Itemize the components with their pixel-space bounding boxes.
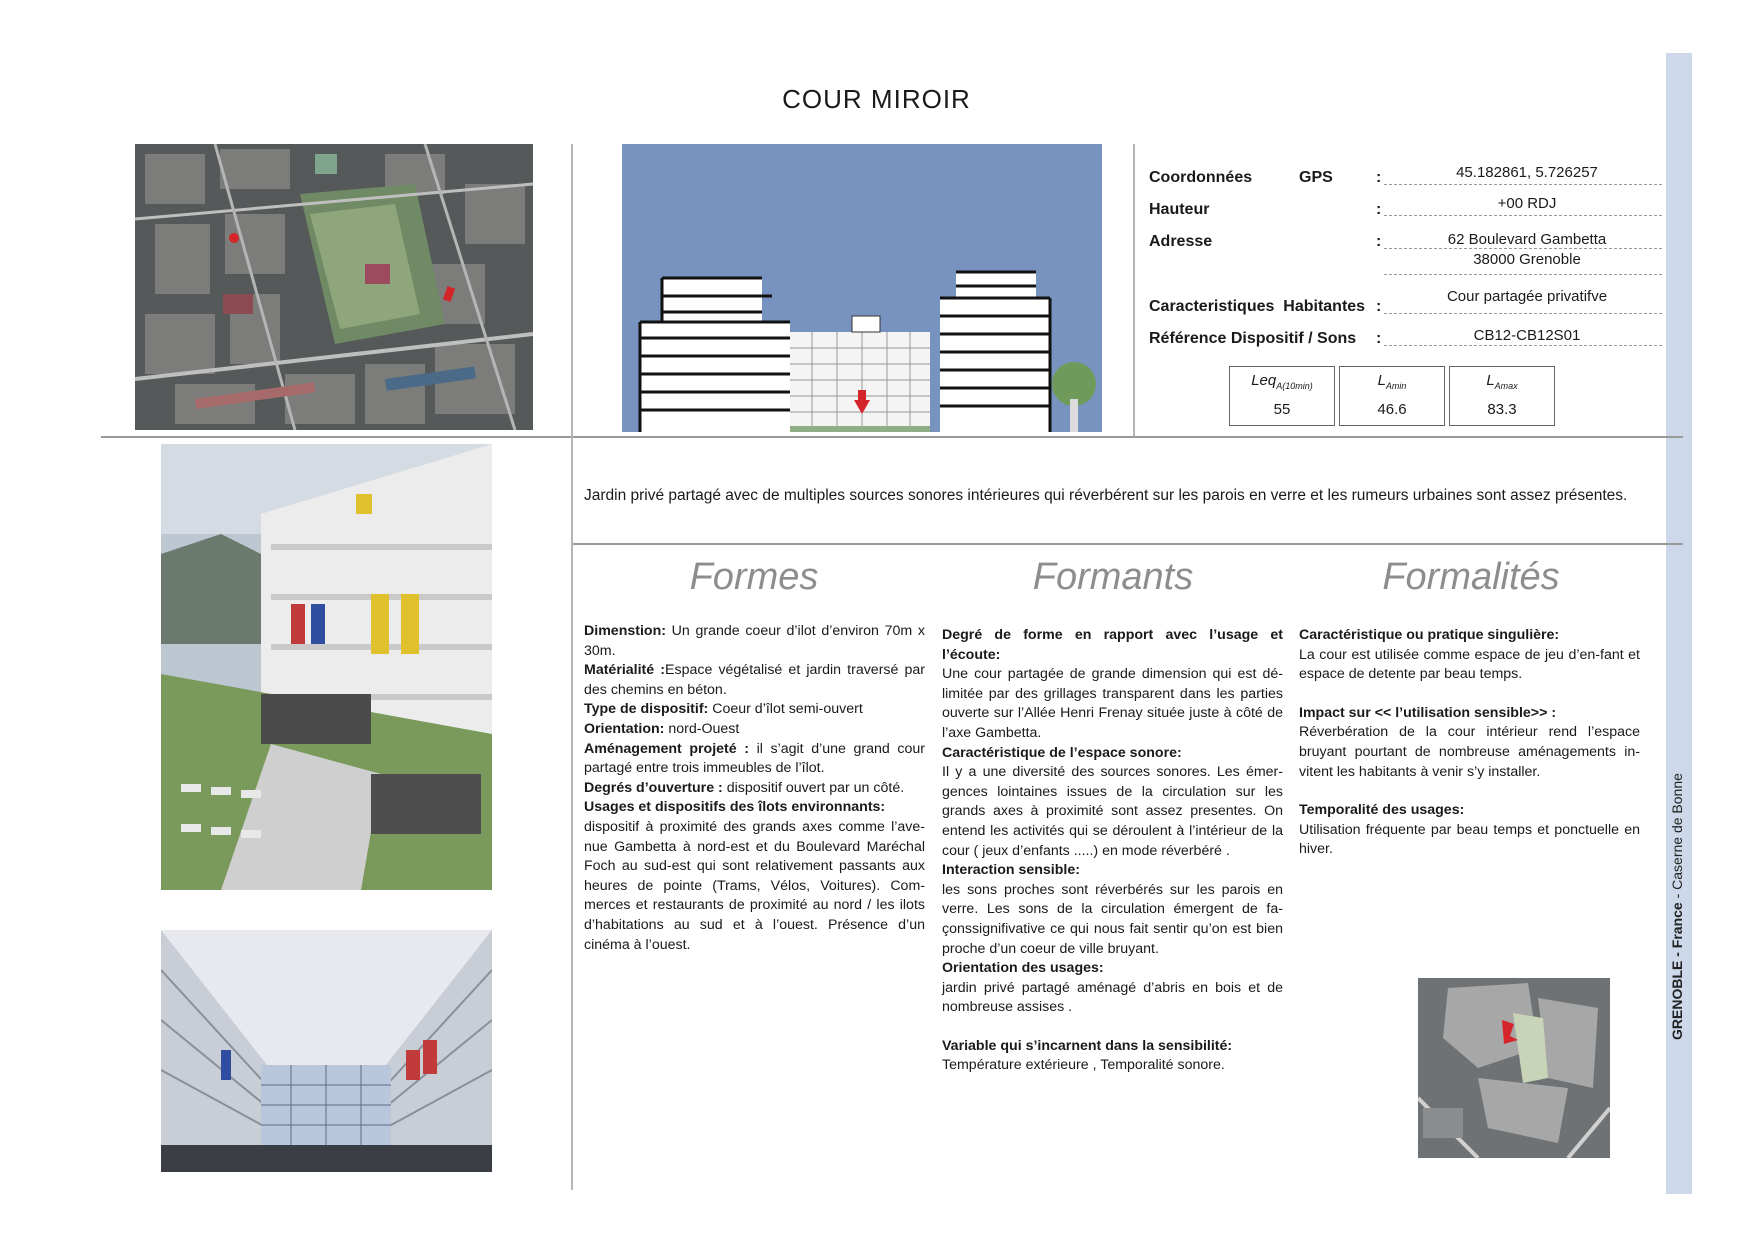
formalites-spacer-2 [1299,782,1640,801]
glass-facade-photo [161,930,492,1172]
dash-reference [1384,345,1662,346]
courtyard-photo-drawing [161,444,492,890]
section-drawing [622,144,1102,432]
measure-value-lamax: 83.3 [1487,401,1517,418]
colon-gps: : [1376,169,1382,186]
column-formalites [1299,626,1640,860]
formalites-temporalite-text: Utilisation fréquente par beau temps et ponctuelle en hiver. [1299,821,1640,858]
measure-header-lamin [1340,372,1444,391]
formalites-caract-label-text: Caractéristique ou pratique singulière: [1299,627,1560,643]
side-label-place: Caserne de Bonne [1669,773,1685,890]
adresse-line1: 62 Boulevard Gambetta [1447,231,1607,248]
side-label [1669,773,1685,1040]
measure-main-lamax: L [1486,372,1495,389]
reference-value: CB12-CB12S01 [1473,327,1581,344]
measure-sub-leq: A(10min) [1276,381,1313,391]
caracteristiques-label: Caracteristiques Habitantes [1149,298,1366,315]
formes-dimension [584,622,925,661]
formants-variable-text: Température extérieure , Temporalité sonore. [942,1057,1225,1074]
side-label-separator: - [1669,889,1685,903]
formalites-impact-label-text: Impact sur << l’utilisation sensible>> : [1299,704,1557,721]
measure-box-lamin [1339,366,1445,426]
measure-sub-lamin: Amin [1385,381,1407,391]
formes-type-label: Type de dispositif: [584,701,709,718]
formes-orientation [584,720,925,740]
formalites-caract-text: La cour est utilisée comme espace de jeu d’en-fant et espace de detente par beau temps. [1299,646,1640,683]
formants-interaction-text: les sons proches sont réverbérés sur les parois en verre. Les sons de la circulation émergent de fa-çonssignifivative ce qui nous fait sentir qu’on est bien proche d’un coeur de ville bruyant. [942,881,1283,957]
side-label-city: GRENOBLE - France [1669,902,1685,1040]
page-title: COUR MIROIR [782,84,971,114]
heading-formants: Formants [1032,556,1194,598]
colon-hauteur: : [1376,201,1382,218]
hauteur-label: Hauteur [1149,201,1210,218]
formants-interaction-label-text: Interaction sensible: [942,862,1080,879]
formes-degres-text: dispositif ouvert par un côté. [722,779,905,796]
section-drawing-image [622,144,1102,432]
formes-degres-label: Degrés d’ouverture : [584,779,723,796]
formalites-impact-label [1299,704,1640,724]
measure-header-leq [1230,372,1334,391]
aerial-map-image [135,144,533,430]
formalites-temporalite-label [1299,801,1640,821]
measure-main-leq: Leq [1251,372,1277,389]
formants-variable-label-text: Variable qui s’incarnent dans la sensibilité: [942,1037,1233,1054]
formes-usages [584,798,925,818]
dash-adresse-2 [1384,274,1662,275]
formants-orientation-label-text: Orientation des usages: [942,960,1104,977]
adresse-line2: 38000 Grenoble [1473,251,1581,268]
column-formants [942,626,1283,1076]
formalites-spacer-1 [1299,685,1640,704]
colon-adresse: : [1376,233,1382,250]
formes-amenagement [584,740,925,779]
gps-value: 45.182861, 5.726257 [1456,164,1598,181]
formes-usages-text: dispositif à proximité des grands axes comme l’ave-nue Gambetta à nord-est et du Boulevard Maréchal Foch au sud-est qui sont relativement passants aux heures de pointe (Trams, Vélos, Voitures). Com-merces et restaurants de proximité au nord / les ilots d’habitations au sud et à l’ouest. Présence d’un cinéma à l’ouest. [584,818,925,953]
formants-degre-text: Une cour partagée de grande dimension qui est dé-limitée par des grillages transparent dans les parties ouverte sur l’Allée Henri Frenay située juste à côté de l’axe Gambetta. [942,666,1283,741]
hauteur-value: +00 RDJ [1497,195,1557,212]
measure-main-lamin: L [1377,372,1386,389]
divider-vertical-right [1133,144,1135,436]
formes-dimension-label: Dimenstion: [584,623,666,639]
description-text: Jardin privé partagé avec de multiples sources sonores intérieures qui réverbérent sur les parois en verre et les rumeurs urbaines sont assez présentes. [584,487,1628,504]
adresse-label: Adresse [1149,233,1213,250]
formants-degre-label [942,626,1283,665]
dash-adresse [1384,248,1662,249]
site-plan-image [1418,978,1610,1158]
formalites-impact-text: Réverbération de la cour intérieur rend l’espace bruyant pourtant de nombreuse aménagements in-vitent les habitants à venir s’y installer. [1299,724,1640,780]
measure-box-lamax [1449,366,1555,426]
heading-formes: Formes [689,556,819,598]
heading-formalites: Formalités [1382,556,1560,598]
formes-dimension-text: Un grande coeur d’ilot d’environ 70m x 30m. [584,623,925,659]
glass-facade-drawing [161,930,492,1172]
formes-amenagement-text: il s’agit d’une grand cour partagé entre trois immeubles de l’îlot. [584,740,925,777]
dash-gps [1384,184,1662,185]
formes-orientation-text: nord-Ouest [664,720,740,737]
coordonnees-label: Coordonnées [1149,169,1253,186]
measure-value-leq: 55 [1273,401,1291,418]
colon-caracteristiques: : [1376,298,1382,315]
formants-variable-label [942,1037,1283,1057]
formes-usages-label: Usages et dispositifs des îlots environnants: [584,799,886,816]
caracteristiques-value: Cour partagée privatifve [1446,288,1608,305]
formalites-caract-label [1299,626,1640,646]
aerial-map-drawing [135,144,533,430]
formes-type [584,700,925,720]
formants-interaction-label [942,861,1283,881]
formants-caract-text: Il y a une diversité des sources sonores. Les émer-gences lointaines issues de la circulation sur les grands axes à proximité sont assez presentes. On entend les activités qui se déroulent à l’intérieur de la cour ( jeux d’enfants .....) en mode réverbéré . [942,764,1283,859]
measure-value-lamin: 46.6 [1377,401,1407,418]
formants-orientation-label [942,959,1283,979]
colon-reference: : [1376,330,1382,347]
formes-type-text: Coeur d’îlot semi-ouvert [708,701,863,718]
formants-orientation-text: jardin privé partagé aménagé d’abris en bois et de nombreuse assises . [942,979,1283,1016]
formants-caract-label [942,744,1283,764]
formalites-temporalite-label-text: Temporalité des usages: [1299,802,1465,819]
formes-amenagement-label: Aménagement projeté : [584,740,749,757]
site-plan-drawing [1418,978,1610,1158]
formants-caract-label-text: Caractéristique de l’espace sonore: [942,744,1182,761]
formes-materialite-label: Matérialité : [584,662,666,679]
formes-degres [584,779,925,799]
gps-label: GPS [1299,169,1333,186]
divider-vertical-left [571,144,573,1190]
divider-main [101,436,1683,438]
formes-materialite-text: Espace végétalisé et jardin traversé par des chemins en béton. [584,662,926,698]
reference-label: Référence Dispositif / Sons [1149,330,1357,347]
courtyard-photo [161,444,492,890]
formants-degre-label-text: Degré de forme en rapport avec l’usage et l’écoute: [942,627,1283,663]
dash-hauteur [1384,215,1662,216]
measure-box-leq [1229,366,1335,426]
dash-caracteristiques [1384,313,1662,314]
measure-sub-lamax: Amax [1494,381,1518,391]
formes-materialite [584,661,925,700]
measure-header-lamax [1450,372,1554,391]
formants-spacer [942,1018,1283,1037]
column-formes [584,622,925,955]
formes-orientation-label: Orientation: [584,720,665,737]
divider-desc [572,543,1683,545]
